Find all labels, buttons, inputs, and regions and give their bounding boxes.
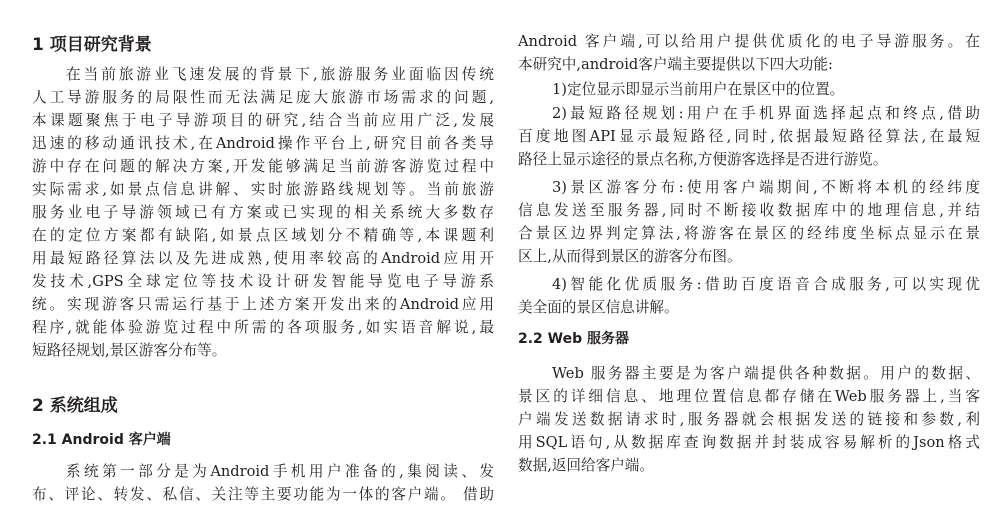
paragraph-web-server [518, 362, 980, 477]
text-line: Android 客户端,可以给用户提供优质化的电子导游服务。在 [518, 33, 980, 50]
text-line: 区上,从而得到景区的游客分布图。 [518, 248, 742, 265]
text-line: 统。实现游客只需运行基于上述方案开发出来的Android应用 [32, 296, 494, 313]
paragraph-research-background [32, 63, 494, 362]
text-line: 实际需求,如景点信息讲解、实时旅游路线规划等。当前旅游 [32, 181, 494, 198]
text-line: 用最短路径算法以及先进成熟,使用率较高的Android应用开 [32, 250, 494, 267]
text-line: 3)景区游客分布:使用客户端期间,不断将本机的经纬度 [552, 179, 980, 196]
text-line: 服务业电子导游领域已有方案或已实现的相关系统大多数存 [32, 204, 494, 221]
text-line: 信息发送至服务器,同时不断接收数据库中的地理信息,并结 [518, 202, 980, 219]
list-item-smart-service [518, 273, 980, 319]
text-line: 2)最短路径规划:用户在手机界面选择起点和终点,借助 [552, 105, 980, 122]
text-line: 数据,返回给客户端。 [518, 457, 654, 474]
list-item-positioning [518, 78, 980, 101]
text-line: 景区的详细信息、地理位置信息都存储在Web服务器上,当客 [518, 388, 980, 405]
text-line: 人工导游服务的局限性而无法满足庞大旅游市场需求的问题, [32, 89, 494, 106]
text-line: 系统第一部分是为Android手机用户准备的,集阅读、发 [66, 463, 494, 480]
subsection-heading-android-client: 2.1 Android 客户端 [32, 432, 171, 448]
text-line: 短路径规划,景区游客分布等。 [32, 342, 227, 359]
text-line: 路径上显示途径的景点名称,方便游客选择是否进行游览。 [518, 151, 888, 168]
paragraph-android-client-continued [518, 30, 980, 76]
text-line: Web 服务器主要是为客户端提供各种数据。用户的数据、 [552, 365, 980, 382]
text-line: 本课题聚焦于电子导游项目的研究,结合当前应用广泛,发展 [32, 112, 494, 129]
list-item-visitor-distribution [518, 176, 980, 268]
text-line: 游中存在问题的解决方案,开发能够满足当前游客游览过程中 [32, 158, 494, 175]
list-item-shortest-path [518, 102, 980, 171]
text-line: 在当前旅游业飞速发展的背景下,旅游服务业面临因传统 [66, 66, 494, 83]
text-line: 在的定位方案都有缺陷,如景点区域划分不精确等,本课题利 [32, 227, 494, 244]
text-line: 用SQL语句,从数据库查询数据并封装成容易解析的Json格式 [518, 434, 980, 451]
text-line: 美全面的景区信息讲解。 [518, 299, 679, 316]
paragraph-android-client [32, 460, 494, 506]
subsection-heading-web-server: 2.2 Web 服务器 [518, 331, 630, 347]
section-heading-system-composition: 2 系统组成 [32, 396, 118, 416]
text-line: 程序,就能体验游览过程中所需的各项服务,如实语音解说,最 [32, 319, 494, 336]
text-line: 4)智能化优质服务:借助百度语音合成服务,可以实现优 [552, 276, 980, 293]
text-line: 户端发送数据请求时,服务器就会根据发送的链接和参数,利 [518, 411, 980, 428]
text-line: 本研究中,android客户端主要提供以下四大功能: [518, 56, 833, 73]
text-line: 发技术,GPS全球定位等技术设计研发智能导览电子导游系 [32, 273, 494, 290]
text-line: 布、评论、转发、私信、关注等主要功能为一体的客户端。 借助 [32, 486, 494, 503]
text-line: 迅速的移动通讯技术,在Android操作平台上,研究目前各类导 [32, 135, 494, 152]
text-line: 1)定位显示即显示当前用户在景区中的位置。 [552, 81, 845, 98]
text-line: 百度地图API显示最短路径,同时,依据最短路径算法,在最短 [518, 128, 980, 145]
text-line: 合景区边界判定算法,将游客在景区的经纬度坐标点显示在景 [518, 225, 980, 242]
section-heading-research-background: 1 项目研究背景 [32, 35, 152, 55]
